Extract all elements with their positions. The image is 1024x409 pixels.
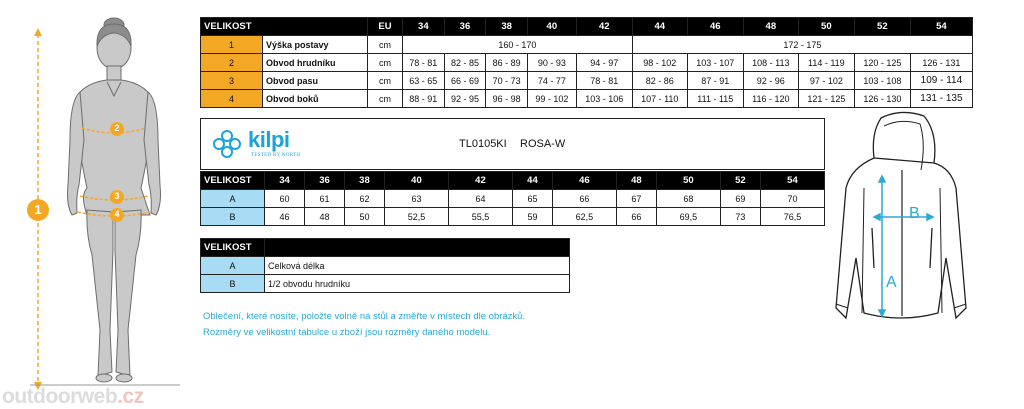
- table-row: [201, 36, 973, 54]
- merged-value: 160 - 170: [403, 36, 633, 54]
- cell: 99 - 102: [527, 90, 576, 108]
- jacket-label-a: A: [886, 274, 897, 291]
- legend-table: [200, 238, 570, 293]
- cell: 62: [344, 190, 384, 208]
- size-col: 52: [720, 172, 760, 190]
- cell: 126 - 130: [854, 90, 910, 108]
- brand-tagline: TESTED BY NORTH: [251, 153, 301, 158]
- size-col: 46: [687, 18, 743, 36]
- size-col: 44: [632, 18, 687, 36]
- row-unit: cm: [368, 54, 403, 72]
- cell: 92 - 95: [444, 90, 486, 108]
- watermark-text: outdoorweb: [2, 385, 118, 408]
- watermark: [2, 385, 144, 409]
- marker-2: 2: [114, 123, 120, 133]
- cell: 63 - 65: [403, 72, 445, 90]
- size-table-eu-label: EU: [368, 18, 403, 36]
- row-unit: cm: [368, 90, 403, 108]
- table-row: [201, 257, 570, 275]
- row-number: 2: [201, 54, 263, 72]
- legend-table-header-label: VELIKOST: [201, 239, 265, 257]
- cell: 67: [616, 190, 656, 208]
- row-key: A: [201, 190, 265, 208]
- product-table-header: [201, 172, 825, 190]
- cell: 121 - 125: [798, 90, 854, 108]
- cell: 60: [265, 190, 305, 208]
- size-col: 50: [798, 18, 854, 36]
- cell: 126 - 131: [910, 54, 972, 72]
- cell: 66 - 69: [444, 72, 486, 90]
- size-col: 38: [486, 18, 528, 36]
- row-unit: cm: [368, 72, 403, 90]
- cell: 90 - 93: [527, 54, 576, 72]
- cell: 66: [552, 190, 616, 208]
- marker-1: 1: [34, 202, 42, 217]
- size-col: 42: [448, 172, 512, 190]
- merged-value: 172 - 175: [632, 36, 972, 54]
- cell: 82 - 85: [444, 54, 486, 72]
- cell: 55,5: [448, 208, 512, 226]
- cell: 69,5: [656, 208, 720, 226]
- row-key: B: [201, 208, 265, 226]
- measure-note-1: Oblečení, které nosíte, položte volně na stůl a změřte v místech dle obrázků.: [203, 311, 526, 322]
- brand-name: kilpi: [248, 127, 290, 152]
- table-row: [201, 208, 825, 226]
- jacket-label-b: B: [909, 205, 920, 222]
- cell: 108 - 113: [743, 54, 798, 72]
- table-row: [201, 90, 973, 108]
- cell: 66: [616, 208, 656, 226]
- row-number: 1: [201, 36, 263, 54]
- cell: 59: [512, 208, 552, 226]
- cell: 70: [760, 190, 824, 208]
- size-col: 54: [760, 172, 824, 190]
- table-row: [201, 275, 570, 293]
- cell: 69: [720, 190, 760, 208]
- row-label: Výška postavy: [263, 36, 368, 54]
- cell: 78 - 81: [403, 54, 445, 72]
- row-number: 4: [201, 90, 263, 108]
- cell: 82 - 86: [632, 72, 687, 90]
- cell: 63: [384, 190, 448, 208]
- row-unit: cm: [368, 36, 403, 54]
- cell: 116 - 120: [743, 90, 798, 108]
- cell: 98 - 102: [632, 54, 687, 72]
- size-col: 36: [444, 18, 486, 36]
- row-description: 1/2 obvodu hrudníku: [265, 275, 570, 293]
- cell: 103 - 107: [687, 54, 743, 72]
- table-row: [201, 72, 973, 90]
- marker-4: 4: [114, 209, 120, 219]
- body-figure: [0, 0, 200, 409]
- cell: 87 - 91: [687, 72, 743, 90]
- jacket-figure: [826, 108, 976, 333]
- legend-table-header: [201, 239, 570, 257]
- table-row: [201, 190, 825, 208]
- cell: 120 - 125: [854, 54, 910, 72]
- row-label: Obvod pasu: [263, 72, 368, 90]
- cell: 92 - 96: [743, 72, 798, 90]
- size-col: 44: [512, 172, 552, 190]
- size-col: 48: [616, 172, 656, 190]
- row-key: B: [201, 275, 265, 293]
- cell: 65: [512, 190, 552, 208]
- cell: 109 - 114: [910, 72, 972, 90]
- table-row: [201, 54, 973, 72]
- cell: 114 - 119: [798, 54, 854, 72]
- cell: 96 - 98: [486, 90, 528, 108]
- size-col: 34: [403, 18, 445, 36]
- cell: 52,5: [384, 208, 448, 226]
- size-col: 42: [576, 18, 632, 36]
- cell: 103 - 106: [576, 90, 632, 108]
- cell: 46: [265, 208, 305, 226]
- product-table: [200, 171, 825, 226]
- cell: 70 - 73: [486, 72, 528, 90]
- cell: 76,5: [760, 208, 824, 226]
- kilpi-logo-icon: [209, 128, 245, 160]
- cell: 86 - 89: [486, 54, 528, 72]
- size-col: 36: [304, 172, 344, 190]
- cell: 68: [656, 190, 720, 208]
- row-number: 3: [201, 72, 263, 90]
- cell: 64: [448, 190, 512, 208]
- cell: 50: [344, 208, 384, 226]
- row-description: Celková délka: [265, 257, 570, 275]
- row-label: Obvod hrudníku: [263, 54, 368, 72]
- size-col: 48: [743, 18, 798, 36]
- cell: 88 - 91: [403, 90, 445, 108]
- cell: 131 - 135: [910, 90, 972, 108]
- cell: 107 - 110: [632, 90, 687, 108]
- product-table-header-label: VELIKOST: [201, 172, 265, 190]
- row-label: Obvod boků: [263, 90, 368, 108]
- cell: 62,5: [552, 208, 616, 226]
- size-col: 50: [656, 172, 720, 190]
- size-table-header-label: VELIKOST: [201, 18, 368, 36]
- marker-3: 3: [114, 191, 120, 201]
- cell: 61: [304, 190, 344, 208]
- size-col: 38: [344, 172, 384, 190]
- cell: 111 - 115: [687, 90, 743, 108]
- measure-note-2: Rozměry ve velikostní tabulce u zboží jsou rozměry daného modelu.: [203, 327, 491, 338]
- cell: 103 - 108: [854, 72, 910, 90]
- size-table: [200, 17, 973, 108]
- product-code: TL0105KI: [459, 138, 507, 150]
- watermark-suffix: .cz: [117, 385, 144, 408]
- size-col: 34: [265, 172, 305, 190]
- product-name: ROSA-W: [520, 138, 566, 150]
- size-col: 52: [854, 18, 910, 36]
- cell: 48: [304, 208, 344, 226]
- cell: 73: [720, 208, 760, 226]
- legend-table-header-spacer: [265, 239, 570, 257]
- cell: 94 - 97: [576, 54, 632, 72]
- size-col: 46: [552, 172, 616, 190]
- size-col: 40: [384, 172, 448, 190]
- size-col: 54: [910, 18, 972, 36]
- size-table-header: [201, 18, 973, 36]
- cell: 74 - 77: [527, 72, 576, 90]
- product-header: [200, 118, 825, 170]
- cell: 97 - 102: [798, 72, 854, 90]
- row-key: A: [201, 257, 265, 275]
- cell: 78 - 81: [576, 72, 632, 90]
- size-col: 40: [527, 18, 576, 36]
